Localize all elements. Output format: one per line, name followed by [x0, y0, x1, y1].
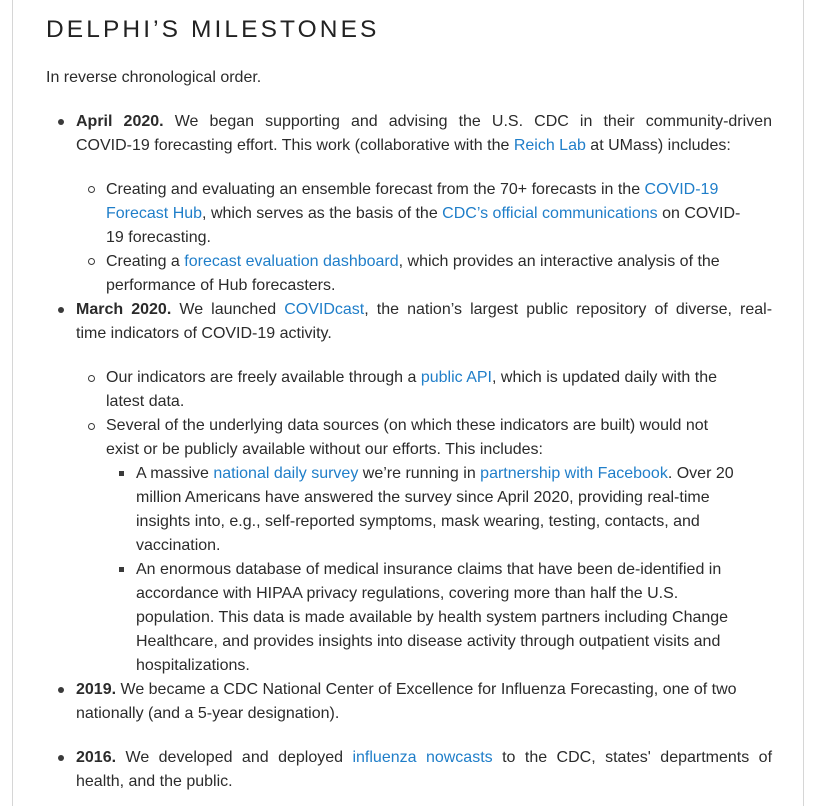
subsubitem-line [136, 462, 776, 486]
subitem-text: Creating a [106, 253, 185, 270]
milestone-text: nationally (and a 5-year designation). [76, 705, 340, 722]
milestone-2019 [76, 678, 772, 726]
subitem-line [106, 390, 766, 414]
subsubitem-text: An enormous database of medical insurance claims that have been de-identified in [136, 561, 722, 578]
reich-lab-link[interactable]: Reich Lab [513, 137, 586, 154]
subitem-text: , which provides an interactive analysis of the [398, 253, 720, 270]
bullet-disc-icon [58, 119, 64, 125]
milestone-text: We launched [179, 301, 285, 318]
milestone-date: March 2020. [76, 301, 172, 318]
milestone-text: We began supporting and advising the U.S. CDC in their community-driven [174, 113, 772, 130]
subsubitem-line [136, 486, 776, 510]
subitem-line [106, 274, 766, 298]
milestone-march-2020 [76, 298, 772, 346]
subsubitem-insurance-claims [136, 558, 776, 678]
bullet-circle-icon [88, 258, 95, 265]
milestone-line [76, 746, 772, 770]
milestone-text: at UMass) includes: [585, 137, 731, 154]
subsubitem-text: insights into, e.g., self-reported symptoms, mask wearing, testing, contacts, and [136, 513, 700, 530]
bullet-circle-icon [88, 423, 95, 430]
national-survey-link[interactable]: national daily survey [213, 465, 359, 482]
milestone-date: 2019. [76, 681, 117, 698]
subsubitem-line [136, 510, 776, 534]
subsubitem-text: accordance with HIPAA privacy regulations, covering more than half the U.S. [136, 585, 679, 602]
milestone-line [76, 298, 772, 322]
subitem-text: latest data. [106, 393, 185, 410]
bullet-disc-icon [58, 755, 64, 761]
influenza-nowcasts-link[interactable]: influenza nowcasts [352, 749, 493, 766]
bullet-disc-icon [58, 307, 64, 313]
milestone-line [76, 702, 772, 726]
subsubitem-national-survey [136, 462, 776, 558]
subsubitem-line [136, 582, 776, 606]
subitem-text: Our indicators are freely available through a [106, 369, 421, 386]
subsubitem-line [136, 606, 776, 630]
subsubitem-line [136, 654, 776, 678]
subitem-text: on COVID- [657, 205, 741, 222]
milestone-text: We became a CDC National Center of Excellence for Influenza Forecasting, one of two [120, 681, 737, 698]
subsubitem-text: A massive [136, 465, 214, 482]
bullet-square-icon [119, 471, 124, 476]
forecast-hub-link-cont[interactable]: Forecast Hub [106, 205, 203, 222]
subsubitem-line [136, 534, 776, 558]
facebook-partnership-link[interactable]: partnership with Facebook [480, 465, 668, 482]
milestone-text: We developed and deployed [125, 749, 353, 766]
intro-text: In reverse chronological order. [46, 69, 262, 86]
milestone-line [76, 110, 772, 134]
milestone-text: COVID-19 forecasting effort. This work (collaborative with the [76, 137, 514, 154]
subsubitem-line [136, 630, 776, 654]
subsubitem-text: Healthcare, and provides insights into disease activity through outpatient visits and [136, 633, 721, 650]
subitem-evaluation-dashboard [106, 250, 766, 298]
subsubitem-text: . Over 20 [667, 465, 734, 482]
bullet-disc-icon [58, 687, 64, 693]
subsubitem-text: vaccination. [136, 537, 221, 554]
subitem-text: , which is updated daily with the [492, 369, 718, 386]
bullet-circle-icon [88, 375, 95, 382]
subitem-text: exist or be publicly available without our efforts. This includes: [106, 441, 543, 458]
bullet-circle-icon [88, 186, 95, 193]
milestone-date: 2016. [76, 749, 117, 766]
subitem-line [106, 226, 766, 250]
subitem-public-api [106, 366, 766, 414]
subitem-text: 19 forecasting. [106, 229, 211, 246]
milestone-text: time indicators of COVID-19 activity. [76, 325, 332, 342]
subsubitem-text: population. This data is made available by health system partners including Change [136, 609, 729, 626]
cdc-communications-link[interactable]: CDC’s official communications [442, 205, 658, 222]
subitem-line [106, 178, 766, 202]
subitem-line [106, 202, 766, 226]
subitem-text: , which serves as the basis of the [202, 205, 443, 222]
subsubitem-text: hospitalizations. [136, 657, 250, 674]
milestone-text: , the nation’s largest public repository of diverse, real- [364, 301, 773, 318]
subitem-line [106, 414, 776, 438]
evaluation-dashboard-link[interactable]: forecast evaluation dashboard [184, 253, 399, 270]
milestone-line [76, 770, 772, 794]
subitem-line [106, 250, 766, 274]
bullet-square-icon [119, 567, 124, 572]
subitem-text: Several of the underlying data sources (on which these indicators are built) would not [106, 417, 709, 434]
subitem-text: performance of Hub forecasters. [106, 277, 336, 294]
milestone-april-2020 [76, 110, 772, 158]
forecast-hub-link[interactable]: COVID-19 [644, 181, 719, 198]
subitem-text: Creating and evaluating an ensemble forecast from the 70+ forecasts in the [106, 181, 645, 198]
milestone-text: to the CDC, states' departments of [492, 749, 773, 766]
subitem-line [106, 366, 766, 390]
subitem-ensemble-forecast [106, 178, 766, 250]
milestone-2016 [76, 746, 772, 794]
covidcast-link[interactable]: COVIDcast [284, 301, 365, 318]
public-api-link[interactable]: public API [420, 369, 492, 386]
milestone-line [76, 678, 772, 702]
subitem-data-sources [106, 414, 776, 462]
milestone-date: April 2020. [76, 113, 164, 130]
subsubitem-text: million Americans have answered the survey since April 2020, providing real-time [136, 489, 710, 506]
subsubitem-text: we’re running in [358, 465, 481, 482]
milestone-line [76, 322, 772, 346]
milestone-text: health, and the public. [76, 773, 233, 790]
subitem-line [106, 438, 776, 462]
subsubitem-line [136, 558, 776, 582]
milestone-line [76, 134, 772, 158]
page-title: DELPHI’S MILESTONES [46, 16, 380, 43]
